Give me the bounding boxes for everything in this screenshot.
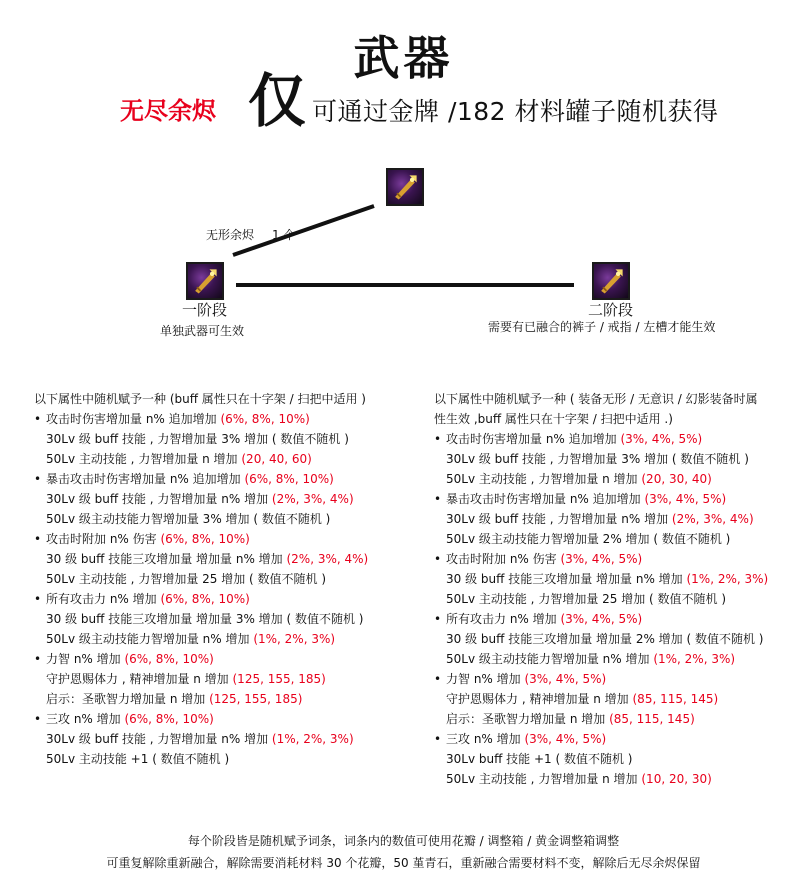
stage2-name: 二阶段 bbox=[588, 301, 634, 319]
attribute-detail-values: (125, 155, 185) bbox=[232, 672, 326, 686]
attribute-detail-text: 50Lv 主动技能 , 力智增加量 25 增加 ( 数值不随机 ) bbox=[446, 592, 727, 606]
attribute-detail-text: 30Lv 级 buff 技能 , 力智增加量 3% 增加 ( 数值不随机 ) bbox=[446, 452, 749, 466]
attribute-bullet-values: (6%, 8%, 10%) bbox=[124, 712, 214, 726]
attribute-bullet bbox=[434, 429, 806, 449]
attribute-bullet bbox=[34, 409, 414, 429]
attribute-detail-text: 50Lv 主动技能 , 力智增加量 n 增加 bbox=[46, 452, 242, 466]
footer bbox=[0, 830, 807, 874]
subtitle-red-text: 无尽余烬 bbox=[120, 97, 216, 125]
footer-line1: 每个阶段皆是随机赋予词条，词条内的数值可使用花瓣 / 调整箱 / 黄金调整箱调整 bbox=[187, 834, 620, 848]
attribute-bullet-values: (3%, 4%, 5%) bbox=[524, 732, 607, 746]
right-attribute-column bbox=[434, 389, 806, 789]
attribute-detail-line bbox=[34, 669, 414, 689]
bullet-dot-icon: • bbox=[434, 672, 442, 686]
attribute-bullet-values: (6%, 8%, 10%) bbox=[244, 472, 334, 486]
attribute-detail-text: 30 级 buff 技能三攻增加量 增加量 3% 增加 ( 数值不随机 ) bbox=[46, 612, 364, 626]
attribute-bullet-text: 所有攻击力 n% 增加 bbox=[446, 612, 561, 626]
stage1-name: 一阶段 bbox=[182, 301, 228, 319]
left-attribute-column bbox=[34, 389, 414, 769]
attribute-bullet-text: 攻击时附加 n% 伤害 bbox=[46, 532, 161, 546]
attribute-detail-line bbox=[34, 549, 414, 569]
attribute-bullet-text: 所有攻击力 n% 增加 bbox=[46, 592, 161, 606]
attribute-detail-values: (1%, 2%, 3%) bbox=[653, 652, 736, 666]
attribute-detail-text: 50Lv 主动技能 , 力智增加量 25 增加 ( 数值不随机 ) bbox=[46, 572, 327, 586]
attribute-bullet-values: (6%, 8%, 10%) bbox=[160, 532, 250, 546]
attribute-bullet bbox=[34, 709, 414, 729]
attribute-detail-text: 30 级 buff 技能三攻增加量 增加量 n% 增加 bbox=[446, 572, 687, 586]
attribute-detail-line bbox=[434, 449, 806, 469]
attribute-bullet-values: (6%, 8%, 10%) bbox=[220, 412, 310, 426]
attribute-bullet bbox=[434, 489, 806, 509]
subtitle-big-text: 仅 bbox=[248, 67, 307, 135]
attribute-detail-text: 30 级 buff 技能三攻增加量 增加量 n% 增加 bbox=[46, 552, 287, 566]
attribute-detail-values: (125, 155, 185) bbox=[209, 692, 303, 706]
attribute-bullet bbox=[34, 589, 414, 609]
bullet-dot-icon: • bbox=[34, 412, 42, 426]
bullet-dot-icon: • bbox=[34, 712, 42, 726]
attribute-bullet-text: 暴击攻击时伤害增加量 n% 追加增加 bbox=[46, 472, 245, 486]
attribute-detail-line bbox=[434, 689, 806, 709]
attribute-bullet bbox=[34, 649, 414, 669]
attribute-detail-values: (10, 20, 30) bbox=[641, 772, 712, 786]
attribute-bullet-text: 力智 n% 增加 bbox=[46, 652, 125, 666]
weapon-item-icon bbox=[386, 168, 424, 206]
attribute-bullet-text: 力智 n% 增加 bbox=[446, 672, 525, 686]
attribute-detail-text: 启示：圣歌智力增加量 n 增加 bbox=[446, 712, 610, 726]
attribute-detail-text: 50Lv 主动技能 +1 ( 数值不随机 ) bbox=[46, 752, 230, 766]
attribute-detail-text: 50Lv 级主动技能力智增加量 n% 增加 bbox=[46, 632, 254, 646]
material-connector-line bbox=[233, 206, 374, 255]
attribute-detail-line bbox=[34, 689, 414, 709]
bullet-dot-icon: • bbox=[434, 612, 442, 626]
bullet-dot-icon: • bbox=[434, 432, 442, 446]
attribute-bullet-text: 三攻 n% 增加 bbox=[46, 712, 125, 726]
attribute-bullet-values: (6%, 8%, 10%) bbox=[124, 652, 214, 666]
attribute-detail-values: (2%, 3%, 4%) bbox=[271, 492, 354, 506]
attribute-bullet bbox=[434, 549, 806, 569]
material-label: 无形余烬 bbox=[206, 228, 255, 242]
stage2-weapon-icon bbox=[592, 262, 630, 300]
attribute-detail-line bbox=[434, 469, 806, 489]
attribute-detail-line bbox=[34, 609, 414, 629]
attribute-bullet bbox=[34, 529, 414, 549]
attribute-detail-text: 30Lv 级 buff 技能 , 力智增加量 n% 增加 bbox=[46, 492, 272, 506]
attribute-detail-text: 30Lv buff 技能 +1 ( 数值不随机 ) bbox=[446, 752, 633, 766]
material-count: 1 个 bbox=[272, 228, 296, 242]
attribute-bullet-text: 暴击攻击时伤害增加量 n% 追加增加 bbox=[446, 492, 645, 506]
stage1-weapon-icon bbox=[186, 262, 224, 300]
attribute-detail-line bbox=[34, 629, 414, 649]
attribute-detail-line bbox=[434, 569, 806, 589]
attribute-detail-line bbox=[434, 649, 806, 669]
right-intro-line2: 性生效 ,buff 属性只在十字架 / 扫把中适用 .) bbox=[434, 412, 673, 426]
bullet-dot-icon: • bbox=[434, 492, 442, 506]
attribute-detail-text: 30Lv 级 buff 技能 , 力智增加量 3% 增加 ( 数值不随机 ) bbox=[46, 432, 349, 446]
attribute-bullet bbox=[34, 469, 414, 489]
attribute-detail-line bbox=[34, 569, 414, 589]
attribute-detail-line bbox=[434, 749, 806, 769]
attribute-detail-text: 30 级 buff 技能三攻增加量 增加量 2% 增加 ( 数值不随机 ) bbox=[446, 632, 764, 646]
attribute-detail-line bbox=[34, 749, 414, 769]
attribute-bullet-values: (6%, 8%, 10%) bbox=[160, 592, 250, 606]
attribute-bullet-text: 攻击时附加 n% 伤害 bbox=[446, 552, 561, 566]
bullet-dot-icon: • bbox=[34, 532, 42, 546]
attribute-detail-text: 守护恩赐体力 , 精神增加量 n 增加 bbox=[46, 672, 233, 686]
attribute-bullet-values: (3%, 4%, 5%) bbox=[620, 432, 703, 446]
attribute-detail-text: 50Lv 主动技能 , 力智增加量 n 增加 bbox=[446, 472, 642, 486]
attribute-detail-values: (2%, 3%, 4%) bbox=[671, 512, 754, 526]
attribute-detail-line bbox=[34, 729, 414, 749]
attribute-detail-text: 30Lv 级 buff 技能 , 力智增加量 n% 增加 bbox=[46, 732, 272, 746]
attribute-detail-line bbox=[34, 429, 414, 449]
attribute-detail-text: 30Lv 级 buff 技能 , 力智增加量 n% 增加 bbox=[446, 512, 672, 526]
attribute-detail-line bbox=[434, 589, 806, 609]
attribute-detail-text: 50Lv 主动技能 , 力智增加量 n 增加 bbox=[446, 772, 642, 786]
stage2-desc: 需要有已融合的裤子 / 戒指 / 左槽才能生效 bbox=[488, 320, 716, 334]
attribute-bullet-values: (3%, 4%, 5%) bbox=[644, 492, 727, 506]
attribute-bullet-values: (3%, 4%, 5%) bbox=[560, 552, 643, 566]
left-intro: 以下属性中随机赋予一种 (buff 属性只在十字架 / 扫把中适用 ) bbox=[34, 392, 366, 406]
attribute-detail-text: 50Lv 级主动技能力智增加量 2% 增加 ( 数值不随机 ) bbox=[446, 532, 731, 546]
bullet-dot-icon: • bbox=[434, 552, 442, 566]
attribute-detail-values: (85, 115, 145) bbox=[609, 712, 695, 726]
bullet-dot-icon: • bbox=[434, 732, 442, 746]
attribute-detail-values: (2%, 3%, 4%) bbox=[286, 552, 369, 566]
attribute-detail-values: (1%, 2%, 3%) bbox=[253, 632, 336, 646]
attribute-bullet-text: 攻击时伤害增加量 n% 追加增加 bbox=[46, 412, 221, 426]
attribute-bullet bbox=[434, 669, 806, 689]
bullet-dot-icon: • bbox=[34, 592, 42, 606]
attribute-bullet bbox=[434, 609, 806, 629]
bullet-dot-icon: • bbox=[34, 472, 42, 486]
attribute-detail-values: (20, 40, 60) bbox=[241, 452, 312, 466]
stage1-desc: 单独武器可生效 bbox=[160, 324, 245, 338]
attribute-detail-line bbox=[434, 509, 806, 529]
attribute-detail-values: (1%, 2%, 3%) bbox=[686, 572, 769, 586]
attribute-bullet bbox=[434, 729, 806, 749]
right-intro-line1: 以下属性中随机赋予一种 ( 装备无形 / 无意识 / 幻影装备时属 bbox=[434, 392, 758, 406]
attribute-detail-line bbox=[434, 629, 806, 649]
attribute-detail-line bbox=[34, 509, 414, 529]
attribute-detail-values: (20, 30, 40) bbox=[641, 472, 712, 486]
attribute-detail-line bbox=[434, 529, 806, 549]
page-title: 武器 bbox=[353, 31, 454, 85]
attribute-detail-line bbox=[434, 709, 806, 729]
attribute-detail-text: 启示：圣歌智力增加量 n 增加 bbox=[46, 692, 210, 706]
attribute-detail-line bbox=[434, 769, 806, 789]
attribute-detail-line bbox=[34, 449, 414, 469]
attribute-detail-values: (1%, 2%, 3%) bbox=[271, 732, 354, 746]
attribute-detail-values: (85, 115, 145) bbox=[632, 692, 719, 706]
bullet-dot-icon: • bbox=[34, 652, 42, 666]
attribute-bullet-text: 三攻 n% 增加 bbox=[446, 732, 525, 746]
attribute-bullet-values: (3%, 4%, 5%) bbox=[560, 612, 643, 626]
attribute-detail-text: 50Lv 级主动技能力智增加量 3% 增加 ( 数值不随机 ) bbox=[46, 512, 331, 526]
attribute-detail-line bbox=[34, 489, 414, 509]
attribute-bullet-values: (3%, 4%, 5%) bbox=[524, 672, 607, 686]
footer-line2: 可重复解除重新融合，解除需要消耗材料 30 个花瓣，50 堇青石，重新融合需要材料不变，解除后无尽余烬保留 bbox=[106, 856, 701, 870]
attribute-detail-text: 50Lv 级主动技能力智增加量 n% 增加 bbox=[446, 652, 654, 666]
attribute-detail-text: 守护恩赐体力 , 精神增加量 n 增加 bbox=[446, 692, 633, 706]
attribute-bullet-text: 攻击时伤害增加量 n% 追加增加 bbox=[446, 432, 621, 446]
subtitle-rest-text: 可通过金牌 /182 材料罐子随机获得 bbox=[312, 97, 719, 126]
